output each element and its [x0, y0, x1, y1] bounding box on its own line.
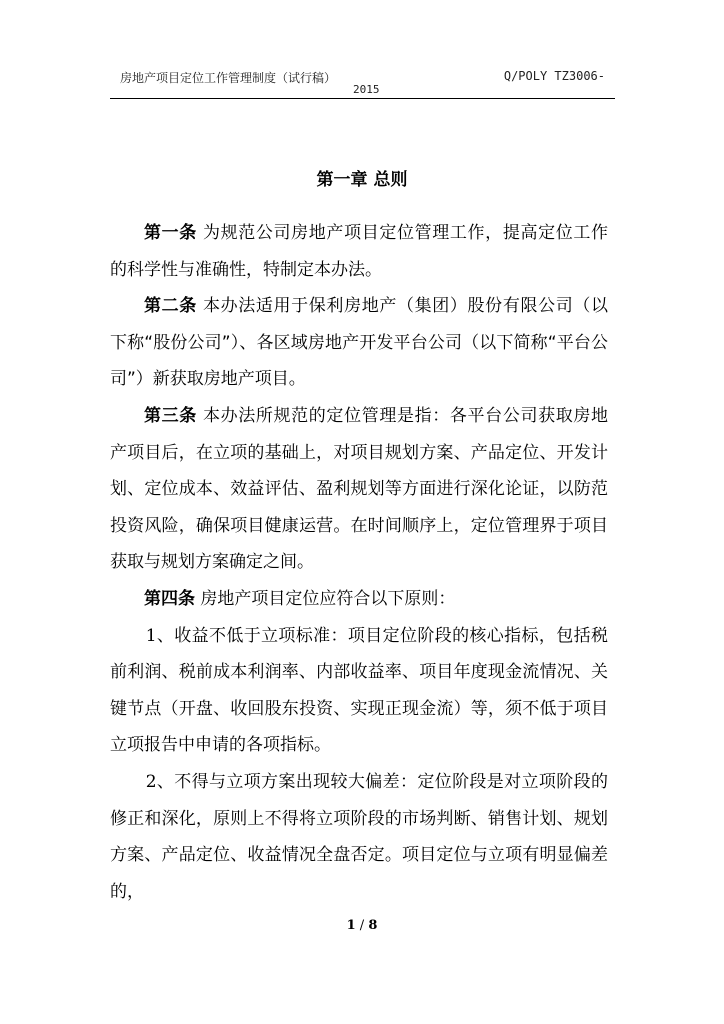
page-number-total: 8	[368, 918, 378, 933]
header-document-code: Q/POLY TZ3006-	[503, 69, 605, 83]
page-number-current: 1	[346, 918, 356, 933]
article-paragraph	[110, 581, 608, 618]
article-paragraph	[110, 398, 608, 581]
header-document-title: 房地产项目定位工作管理制度（试行稿）	[120, 71, 337, 85]
article-paragraph	[110, 288, 608, 398]
list-item-number: 1、	[145, 625, 175, 646]
article-label: 第三条	[144, 405, 197, 426]
list-item-text: 不得与立项方案出现较大偏差：定位阶段是对立项阶段的修正和深化，原则上不得将立项阶段的市场判断、销售计划、规划方案、产品定位、收益情况全盘否定。项目定位与立项有明显偏差的，	[110, 771, 608, 902]
article-paragraph	[110, 215, 608, 288]
page-number-separator: /	[359, 918, 365, 933]
article-text: 为规范公司房地产项目定位管理工作，提高定位工作的科学性与准确性，特制定本办法。	[110, 223, 609, 280]
article-text: 本办法所规范的定位管理是指：各平台公司获取房地产项目后，在立项的基础上，对项目规划方案、产品定位、开发计划、定位成本、效益评估、盈利规划等方面进行深化论证，以防范投资风险，确保项目健康运营。在时间顺序上，定位管理界于项目获取与规划方案确定之间。	[110, 405, 609, 573]
header-document-year: 2015	[353, 83, 380, 96]
article-label: 第二条	[144, 296, 197, 317]
page-footer	[0, 918, 724, 933]
document-body	[110, 215, 608, 910]
list-item	[110, 618, 608, 764]
article-label: 第一条	[144, 223, 197, 243]
article-text: 本办法适用于保利房地产（集团）股份有限公司（以下称“股份公司”）、各区域房地产开发平台公司（以下简称“平台公司”）新获取房地产项目。	[110, 296, 609, 390]
article-text: 房地产项目定位应符合以下原则：	[200, 588, 456, 609]
article-label: 第四条	[144, 588, 195, 609]
chapter-title: 第一章 总则	[316, 170, 408, 190]
list-item	[110, 764, 608, 910]
list-item-number: 2、	[145, 771, 175, 792]
list-item-text: 收益不低于立项标准：项目定位阶段的核心指标，包括税前利润、税前成本利润率、内部收益率、项目年度现金流情况、关键节点（开盘、收回股东投资、实现正现金流）等，须不低于项目立项报告中申请的各项指标。	[110, 625, 608, 756]
page-header	[110, 66, 615, 99]
